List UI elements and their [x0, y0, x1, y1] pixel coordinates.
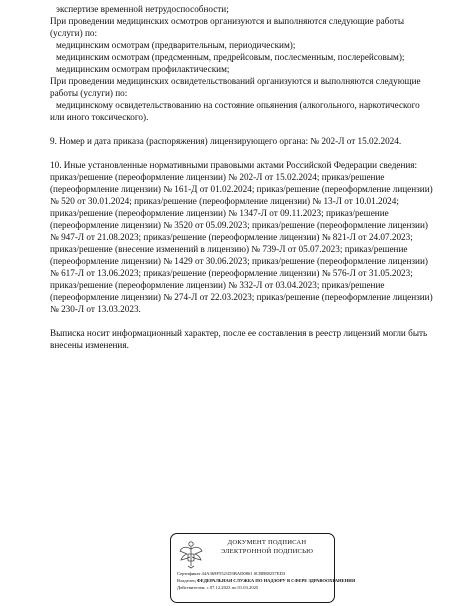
text-line: (переоформление лицензии) № 274-Л от 22.03.2023; приказ/решение (переоформление лицензии)	[50, 292, 433, 302]
stamp-certificate: Сертификат 44A369F5521D3BAD0861 0CBB88257ED3	[177, 571, 286, 576]
text-line: приказ/решение (внесение изменений в лицензию) № 739-Л от 05.07.2023; приказ/решение	[50, 244, 408, 254]
disclaimer-text: внесены изменения.	[50, 340, 129, 350]
list-item: медицинским осмотрам (предсменным, предрейсовым, послесменным, послерейсовым);	[56, 52, 405, 62]
section-9-order: 9. Номер и дата приказа (распоряжения) лицензирующего органа: № 202-Л от 15.02.2024.	[50, 136, 402, 146]
text-line: приказ/решение (переоформление лицензии) № 332-Л от 03.04.2023; приказ/решение	[50, 280, 385, 290]
text-line: приказ/решение (переоформление лицензии) № 1347-Л от 09.11.2023; приказ/решение	[50, 208, 389, 218]
text-line: экспертизе временной нетрудоспособности;	[56, 4, 229, 14]
disclaimer-text: Выписка носит информационный характер, после ее составления в реестр лицензий могли быть	[50, 328, 428, 338]
text-line: (переоформление лицензии) № 3520 от 05.09.2023; приказ/решение (переоформление лицензии)	[50, 220, 428, 230]
text-line: № 617-Л от 13.06.2023; приказ/решение (переоформление лицензии) № 576-Л от 31.05.2023;	[50, 268, 413, 278]
text-line: или иного токсического).	[50, 112, 149, 122]
text-line: работы (услуги) по:	[50, 88, 128, 98]
text-line: При проведении медицинских осмотров организуются и выполняются следующие работы	[50, 16, 404, 26]
list-item: медицинскому освидетельствованию на состояние опьянения (алкогольного, наркотического	[56, 100, 420, 110]
text-line: (переоформление лицензии) № 1429 от 30.06.2023; приказ/решение (переоформление лицензии)	[50, 256, 428, 266]
text-line: (переоформление лицензии) № 161-Д от 01.02.2024; приказ/решение (переоформление лицензии)	[50, 184, 433, 194]
list-item: медицинским осмотрам (предварительным, периодическим);	[56, 40, 296, 50]
stamp-subtitle: ЭЛЕКТРОННОЙ ПОДПИСЬЮ	[220, 548, 314, 555]
electronic-signature-stamp	[170, 533, 356, 603]
stamp-owner-label: Владелец	[177, 578, 196, 583]
list-item: медицинским осмотрам профилактическим;	[56, 64, 230, 74]
stamp-owner-name: ФЕДЕРАЛЬНАЯ СЛУЖБА ПО НАДЗОРУ В СФЕРЕ ЗДРАВООХРАНЕНИЯ	[196, 578, 356, 583]
text-line: № 947-Л от 21.08.2023; приказ/решение (переоформление лицензии) № 821-Л от 24.07.2023;	[50, 232, 413, 242]
text-line: приказ/решение (переоформление лицензии) № 202-Л от 15.02.2024; приказ/решение	[50, 172, 385, 182]
text-line: (услуги) по:	[50, 28, 98, 38]
stamp-validity: Действителен: с 07.12.2023 по 01.03.2025	[177, 585, 259, 590]
stamp-owner	[177, 578, 355, 584]
text-line: № 520 от 30.01.2024; приказ/решение (переоформление лицензии) № 13-Л от 10.01.2024;	[50, 196, 399, 206]
text-line: № 230-Л от 13.03.2023.	[50, 304, 141, 314]
stamp-title: ДОКУМЕНТ ПОДПИСАН	[227, 539, 307, 546]
text-line: При проведении медицинских освидетельствований организуются и выполняются следующие	[50, 76, 421, 86]
section-10-heading: 10. Иные установленные нормативными правовыми актами Российской Федерации сведения:	[50, 160, 418, 170]
